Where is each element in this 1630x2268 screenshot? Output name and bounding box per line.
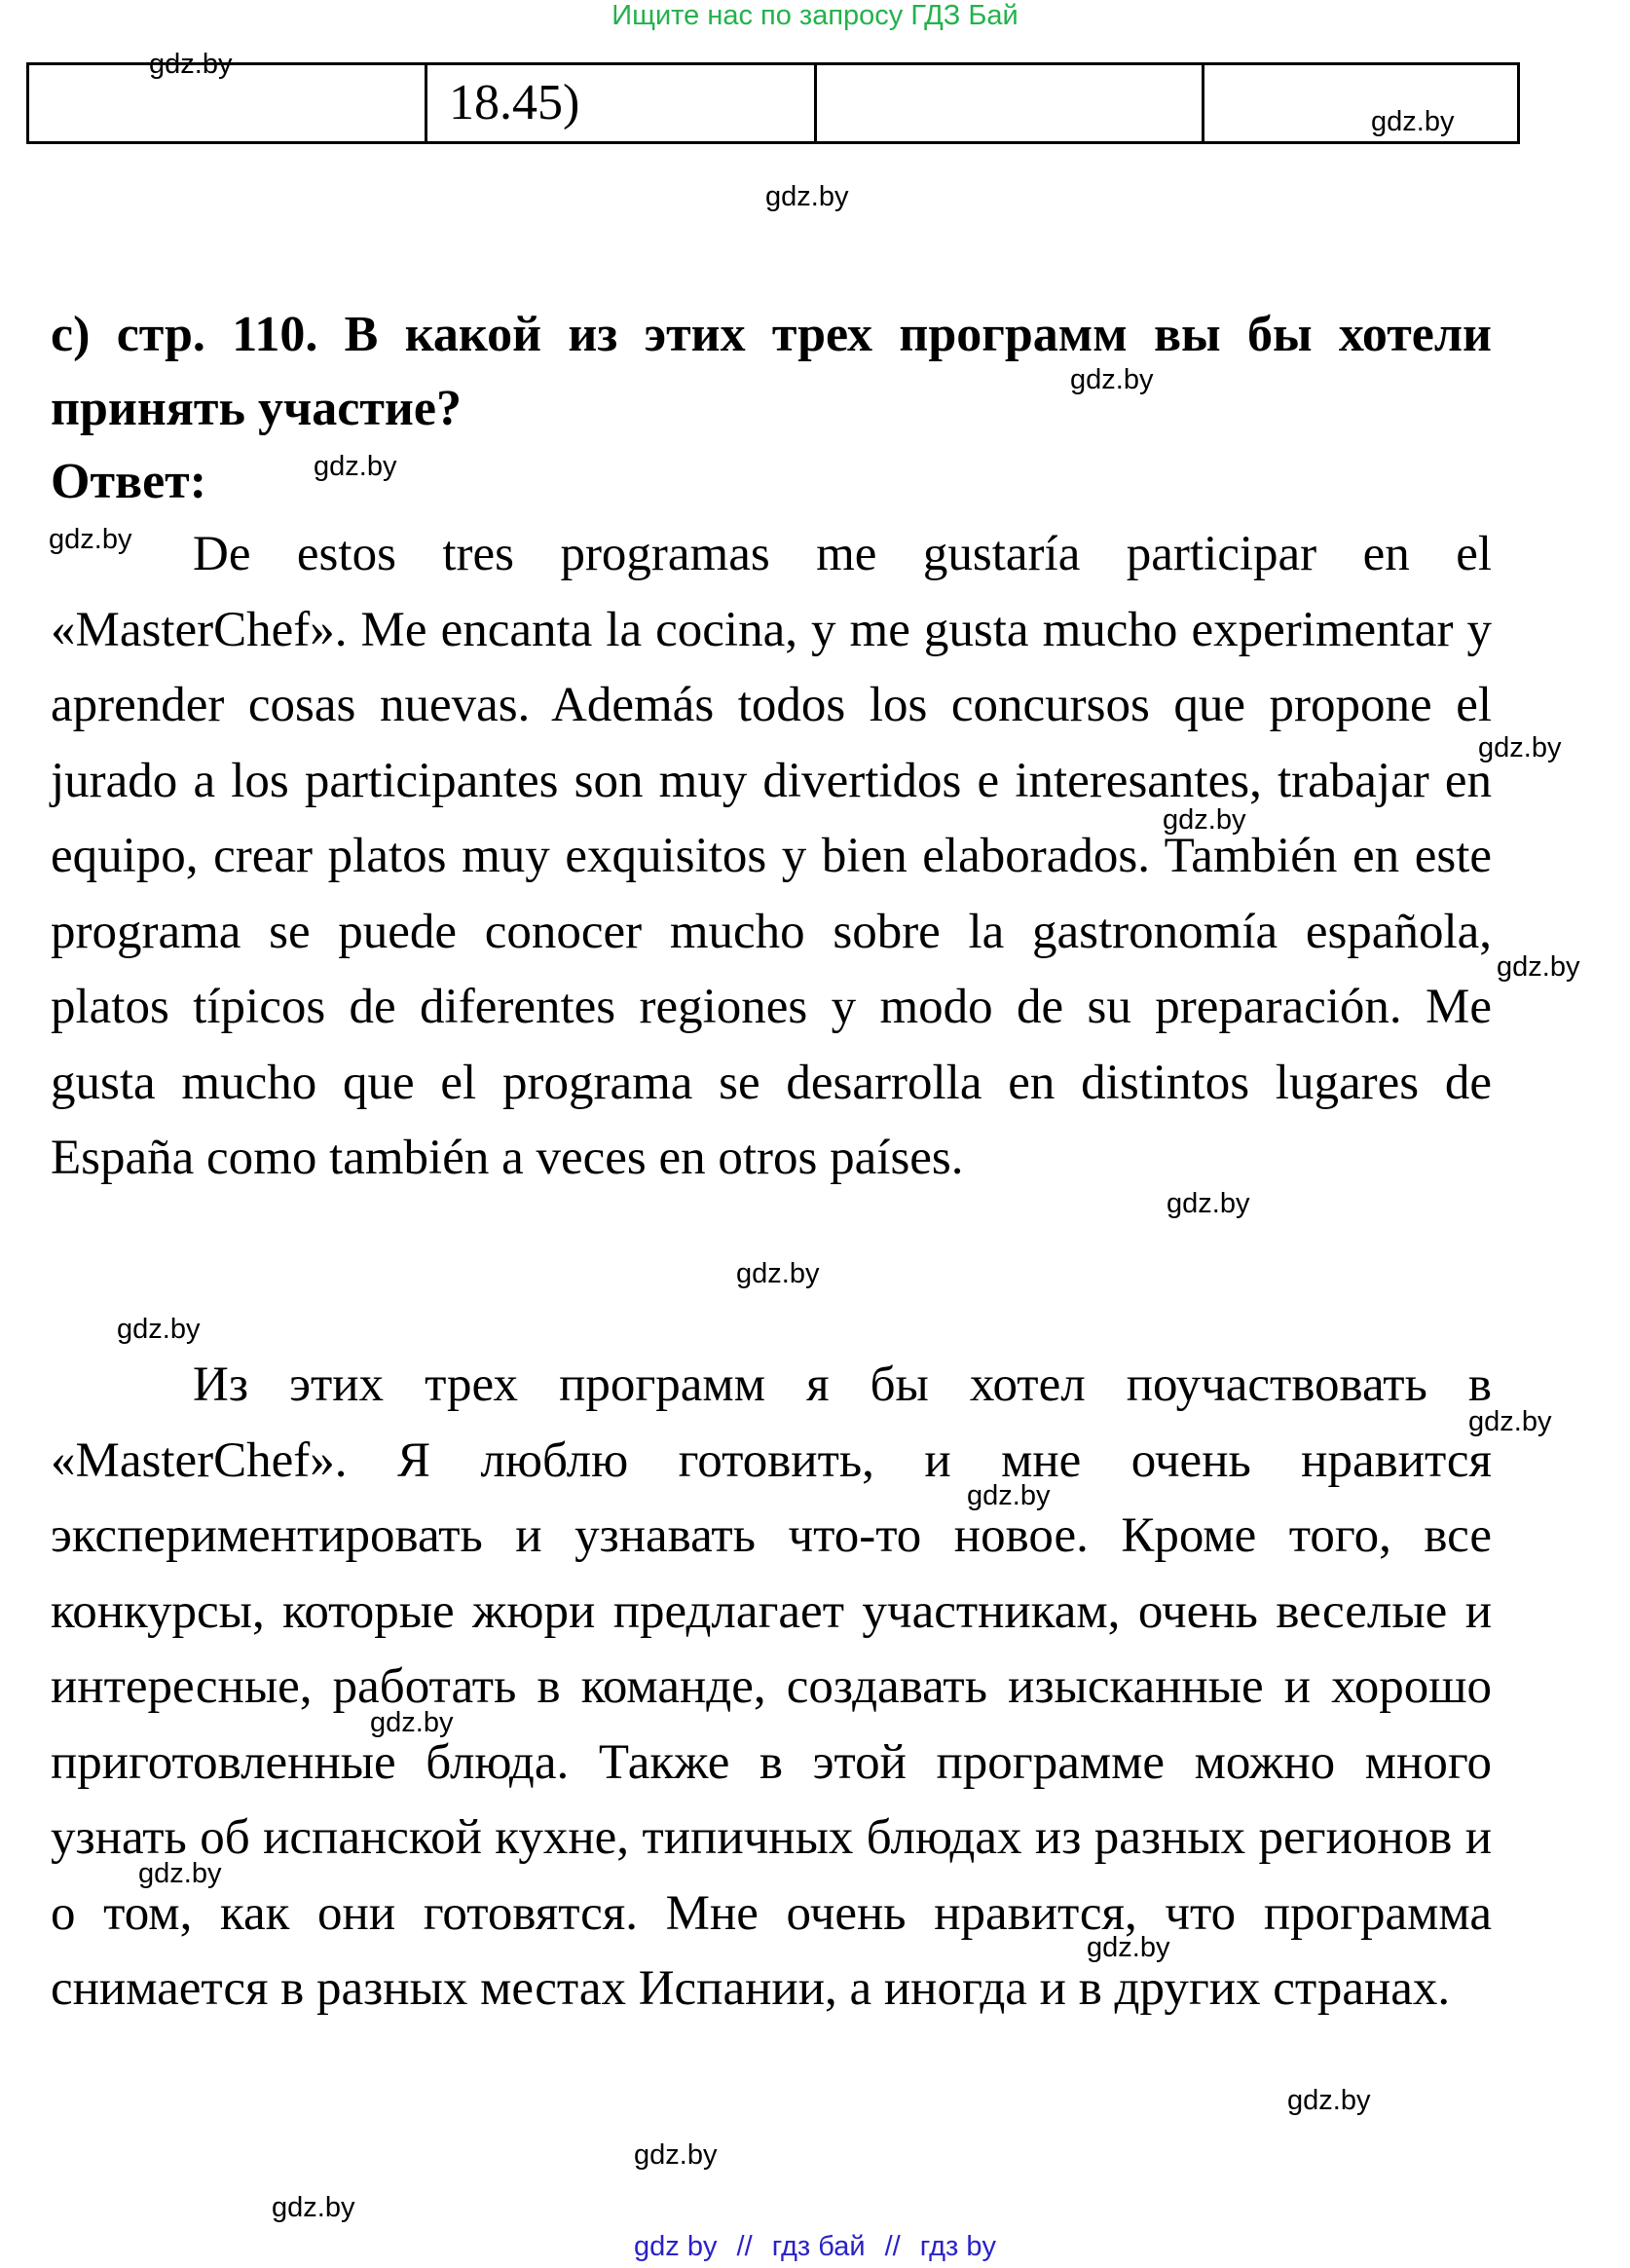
top-banner[interactable]: Ищите нас по запросу ГДЗ Бай	[611, 0, 1019, 31]
watermark: gdz.by	[272, 2192, 355, 2223]
watermark: gdz.by	[1070, 364, 1154, 395]
watermark: gdz.by	[1371, 106, 1455, 137]
watermark: gdz.by	[1287, 2085, 1371, 2116]
watermark: gdz.by	[138, 1858, 222, 1889]
watermark: gdz.by	[1167, 1188, 1250, 1219]
watermark: gdz.by	[370, 1707, 454, 1738]
footer-separator: //	[736, 2231, 753, 2262]
footer-links	[0, 2230, 1630, 2263]
table-cell	[816, 64, 1204, 143]
answer-label: Ответ:	[51, 454, 207, 509]
table-cell: 18.45)	[426, 64, 816, 143]
watermark: gdz.by	[1497, 951, 1580, 983]
watermark: gdz.by	[1468, 1406, 1552, 1437]
watermark: gdz.by	[117, 1314, 201, 1345]
watermark: gdz.by	[634, 2139, 718, 2171]
watermark: gdz.by	[49, 524, 132, 555]
watermark: gdz.by	[1163, 804, 1246, 836]
watermark: gdz.by	[314, 451, 397, 482]
watermark: gdz.by	[967, 1480, 1051, 1511]
watermark: gdz.by	[149, 49, 233, 80]
footer-link[interactable]: гдз by	[919, 2231, 996, 2262]
answer-table	[26, 62, 1520, 144]
watermark: gdz.by	[1478, 732, 1562, 763]
footer-link[interactable]: гдз бай	[771, 2231, 866, 2262]
answer-paragraph-spanish: De estos tres programas me gustaría participar en el «MasterChef». Me encanta la cocina, y me gusta mucho experimentar y aprender cosas nuevas. Además todos los concursos que propone el jurado a los participantes son muy divertidos e interesantes, trabajar en equipo, crear platos muy exquisitos y bien elaborados. También en este programa se puede conocer mucho sobre la gastronomía española, platos típicos de diferentes regiones y modo de su preparación. Me gusta mucho que el programa se desarrolla en distintos lugares de España como también a veces en otros países.	[51, 527, 1492, 1185]
question-heading: c) стр. 110. В какой из этих трех программ вы бы хотели принять участие?	[51, 307, 1492, 436]
answer-paragraph-russian: Из этих трех программ я бы хотел поучаствовать в «MasterChef». Я люблю готовить, и мне очень нравится экспериментировать и узнавать что-то новое. Кроме того, все конкурсы, которые жюри предлагает участникам, очень веселые и интересные, работать в команде, создавать изысканные и хорошо приготовленные блюда. Также в этой программе можно много узнать об испанской кухне, типичных блюдах из разных регионов и о том, как они готовятся. Мне очень нравится, что программа снимается в разных местах Испании, а иногда и в других странах.	[51, 1357, 1492, 2016]
footer-link[interactable]: gdz by	[634, 2231, 718, 2262]
table-cell	[1204, 64, 1519, 143]
footer-separator: //	[884, 2231, 901, 2262]
watermark: gdz.by	[736, 1258, 820, 1289]
watermark: gdz.by	[1087, 1932, 1170, 1963]
table-row	[28, 64, 1519, 143]
watermark: gdz.by	[765, 181, 849, 212]
